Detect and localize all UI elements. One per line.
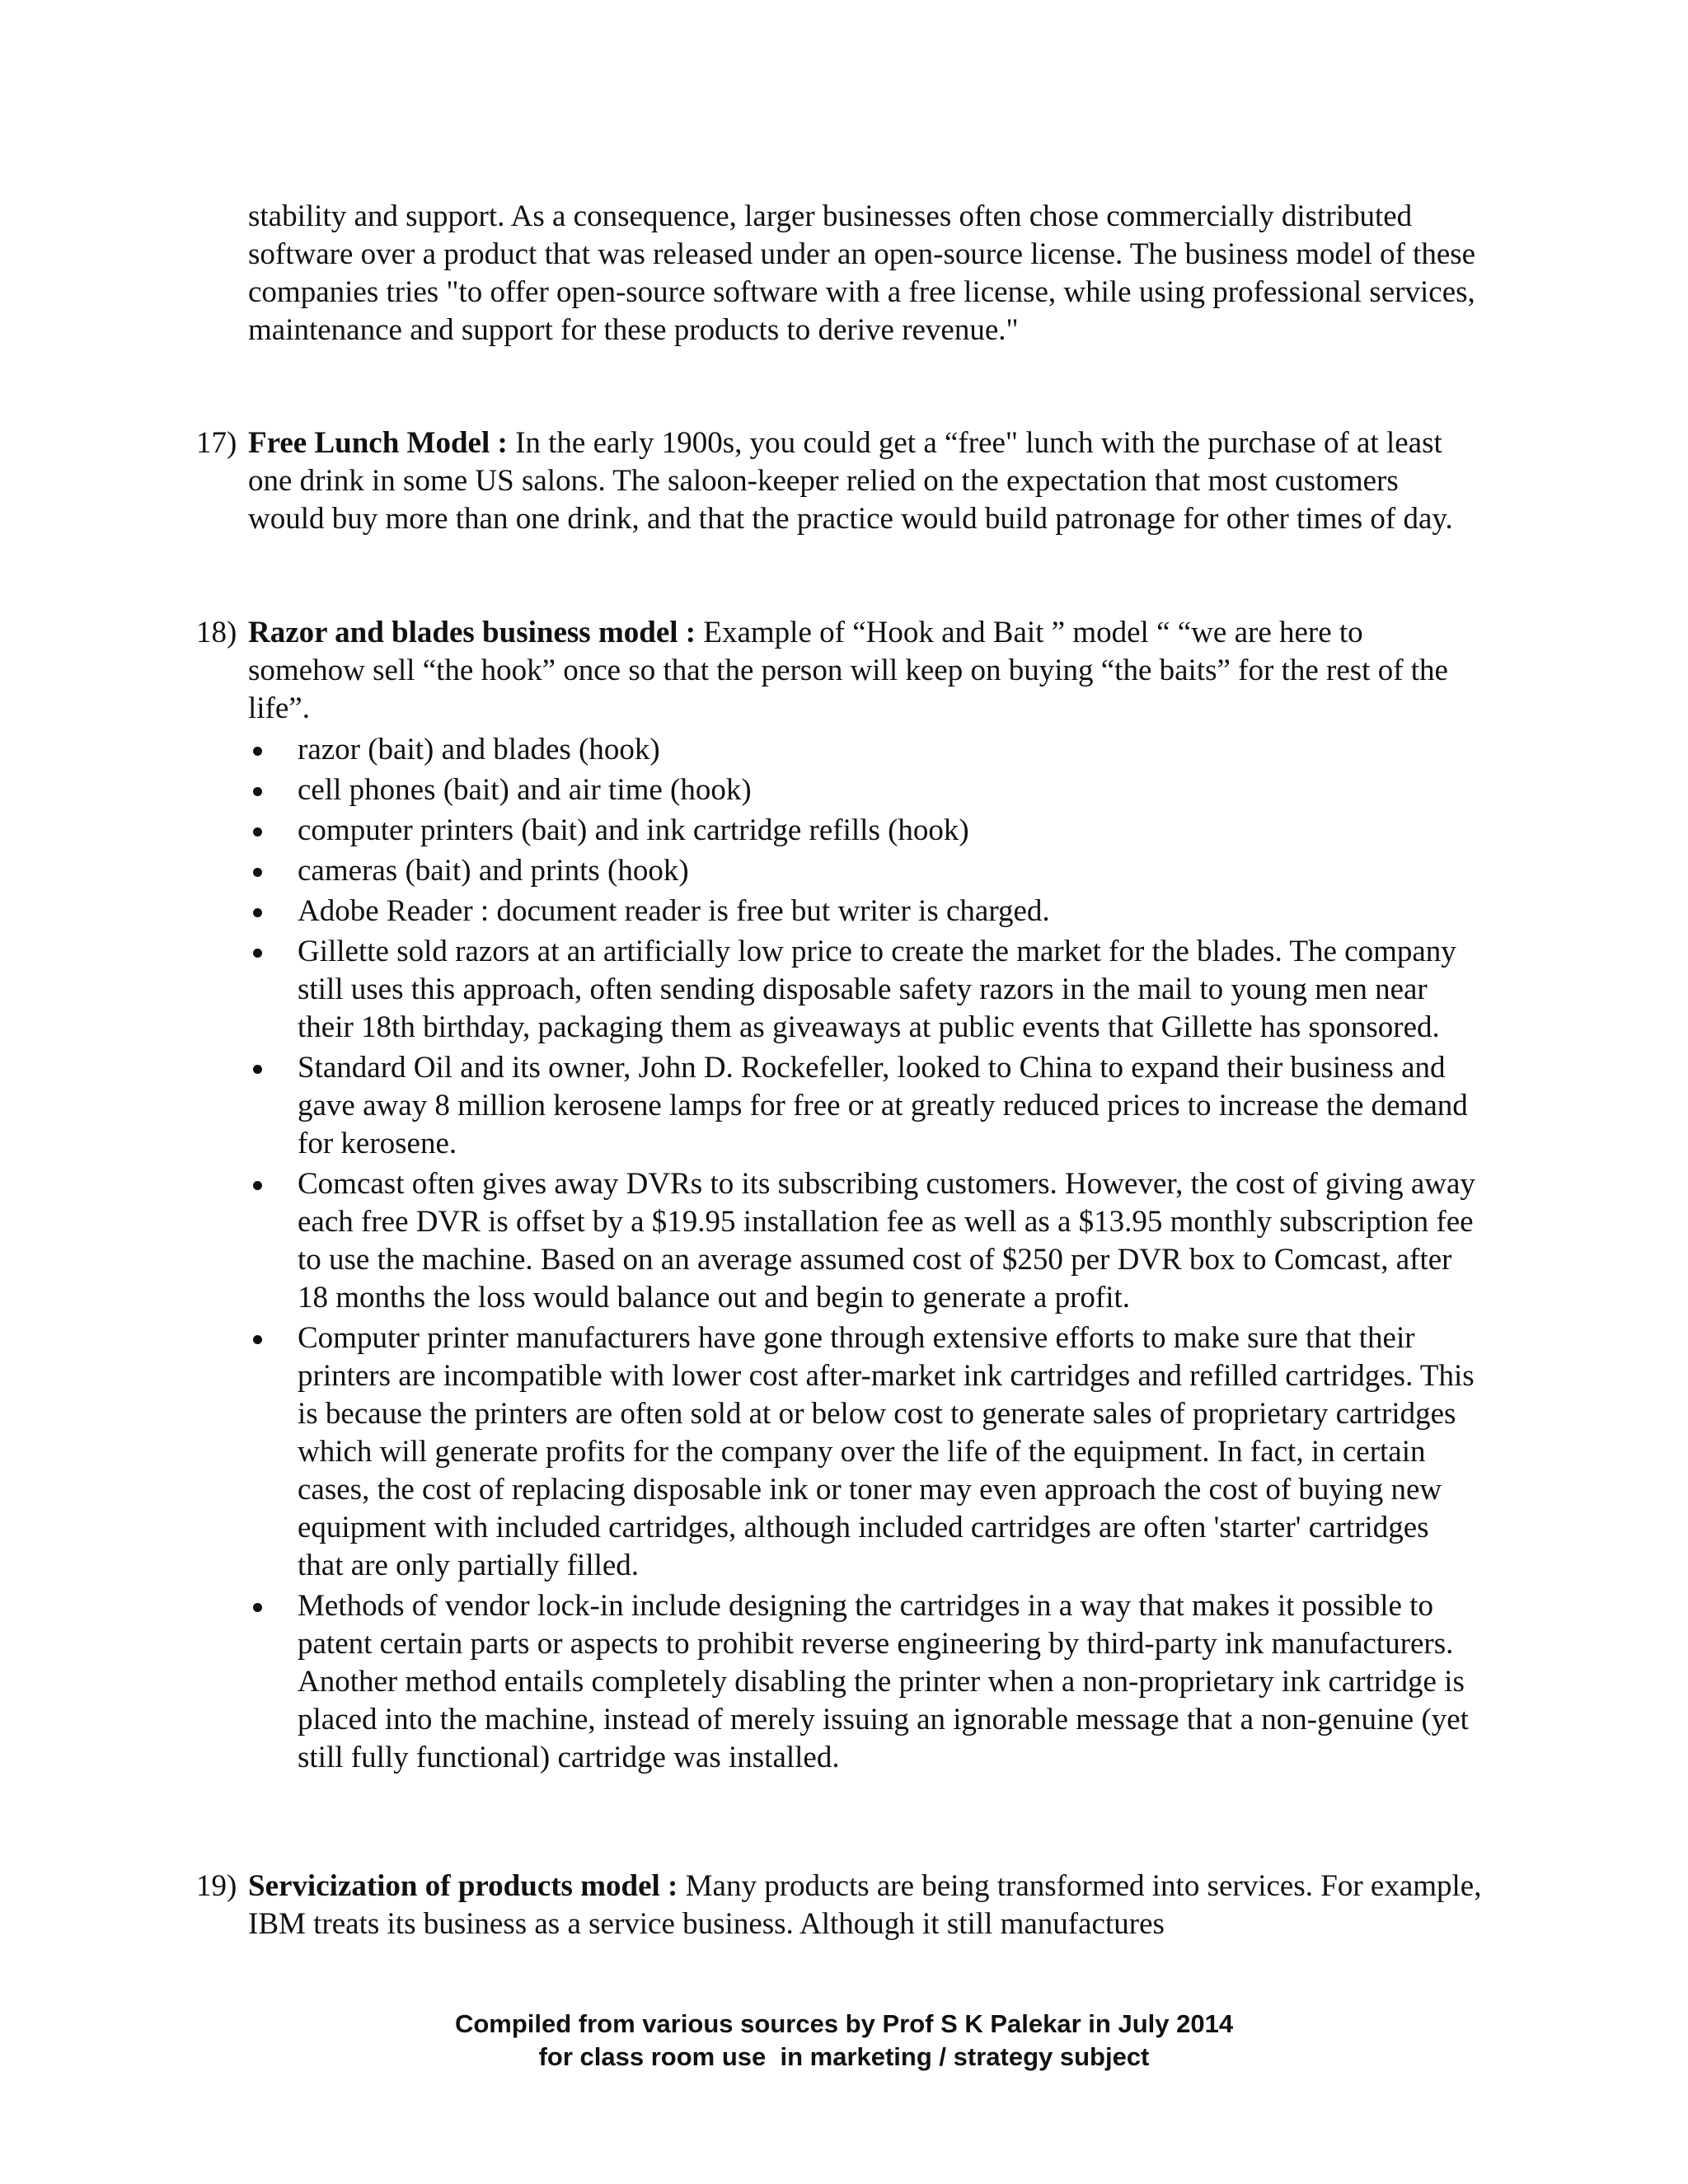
item-number: 19) bbox=[196, 1869, 237, 1903]
continuation-paragraph: stability and support. As a consequence, larger businesses often chose commercially distributed software over a product that was released under an open-source license. The business model of these companies tries "to offer open-source software with a free license, while using professional services, maintenance and support for these products to derive revenue." bbox=[248, 199, 1476, 347]
bullet-icon bbox=[253, 868, 262, 877]
footer-line-2: for class room use in marketing / strategy subject bbox=[538, 2042, 1150, 2071]
item-paragraph bbox=[248, 1868, 1482, 1943]
bullet-item: cameras (bait) and prints (hook) bbox=[248, 852, 1482, 890]
list-item-17 bbox=[196, 424, 1482, 538]
bullet-list bbox=[248, 731, 1482, 1777]
bullet-icon bbox=[253, 827, 262, 837]
bullet-icon bbox=[253, 1335, 262, 1344]
bullet-item: razor (bait) and blades (hook) bbox=[248, 731, 1482, 769]
bullet-item: Comcast often gives away DVRs to its subscribing customers. However, the cost of giving away each free DVR is offset by a $19.95 installation fee as well as a $13.95 monthly subscription fee to use the machine. Based on an average assumed cost of $250 per DVR box to Comcast, after 18 months the loss would balance out and begin to generate a profit. bbox=[248, 1165, 1482, 1317]
bullet-item: cell phones (bait) and air time (hook) bbox=[248, 771, 1482, 809]
bullet-icon bbox=[253, 1065, 262, 1074]
bullet-item: Adobe Reader : document reader is free but writer is charged. bbox=[248, 893, 1482, 930]
bullet-item: Computer printer manufacturers have gone through extensive efforts to make sure that their printers are incompatible with lower cost after-market ink cartridges and refilled cartridges. This is because the printers are often sold at or below cost to generate sales of proprietary cartridges which will generate profits for the company over the life of the equipment. In fact, in certain cases, the cost of replacing disposable ink or toner may even approach the cost of buying new equipment with included cartridges, although included cartridges are often 'starter' cartridges that are only partially filled. bbox=[248, 1319, 1482, 1585]
item-title: Free Lunch Model : bbox=[248, 426, 508, 460]
footer-line-1: Compiled from various sources by Prof S K Palekar in July 2014 bbox=[454, 2009, 1234, 2038]
item-text: Many products are being transformed into services. For example, IBM treats its business as a service business. Although it still manufactures bbox=[248, 1869, 1482, 1941]
bullet-icon bbox=[253, 949, 262, 958]
bullet-icon bbox=[253, 787, 262, 796]
item-title: Razor and blades business model : bbox=[248, 616, 696, 649]
list-item-19 bbox=[196, 1868, 1482, 1943]
bullet-icon bbox=[253, 908, 262, 917]
bullet-item: computer printers (bait) and ink cartridge refills (hook) bbox=[248, 812, 1482, 850]
item-text: In the early 1900s, you could get a “free" lunch with the purchase of at least one drink in some US salons. The saloon-keeper relied on the expectation that most customers would buy more than one drink, and that the practice would build patronage for other times of day. bbox=[248, 426, 1453, 536]
bullet-item: Standard Oil and its owner, John D. Rockefeller, looked to China to expand their business and gave away 8 million kerosene lamps for free or at greatly reduced prices to increase the demand for kerosene. bbox=[248, 1049, 1482, 1163]
bullet-icon bbox=[253, 1603, 262, 1612]
bullet-icon bbox=[253, 747, 262, 756]
item-title: Servicization of products model : bbox=[248, 1869, 678, 1903]
item-number: 18) bbox=[196, 616, 237, 649]
item-paragraph bbox=[248, 424, 1482, 538]
item-number: 17) bbox=[196, 426, 237, 460]
item-paragraph bbox=[248, 614, 1482, 728]
bullet-item: Methods of vendor lock-in include designing the cartridges in a way that makes it possible to patent certain parts or aspects to prohibit reverse engineering by third-party ink manufacturers. Another method entails completely disabling the printer when a non-proprietary ink cartridge is placed into the machine, instead of merely issuing an ignorable message that a non-genuine (yet still fully functional) cartridge was installed. bbox=[248, 1587, 1482, 1777]
bullet-icon bbox=[253, 1181, 262, 1190]
page-footer bbox=[0, 2008, 1688, 2074]
list-item-18 bbox=[196, 614, 1482, 1779]
item-text: Example of “Hook and Bait ” model “ “we are here to somehow sell “the hook” once so that the person will keep on buying “the baits” for the rest of the life”. bbox=[248, 616, 1448, 725]
bullet-item: Gillette sold razors at an artificially low price to create the market for the blades. The company still uses this approach, often sending disposable safety razors in the mail to young men near their 18th birthday, packaging them as giveaways at public events that Gillette has sponsored. bbox=[248, 933, 1482, 1047]
